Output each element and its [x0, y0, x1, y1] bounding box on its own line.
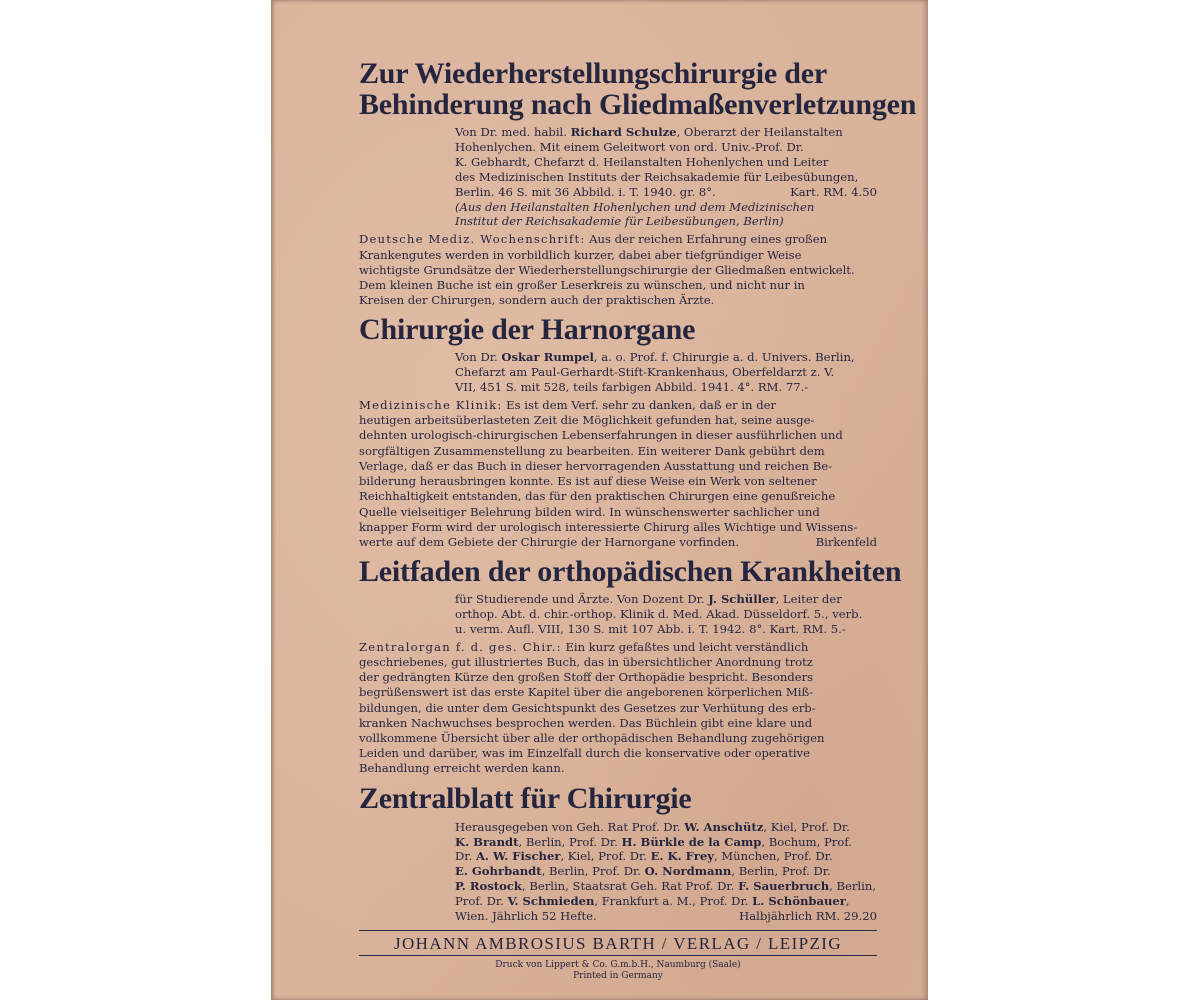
divider-bottom	[359, 955, 877, 956]
book-note: (Aus den Heilanstalten Hohenlychen und dem Medizinischen	[455, 199, 815, 214]
book-price: Halbjährlich RM. 29.20	[739, 909, 877, 924]
book-title: Leitfaden der orthopädischen Krankheiten	[359, 555, 902, 589]
book-details: Von Dr. Oskar Rumpel, a. o. Prof. f. Chirurgie a. d. Univers. Berlin, Chefarzt am Paul-Gerhardt-Stift-Krankenhaus, Oberfeldarzt z. V. VII, 451 S. mit 528, teils farbigen Abbild. 1941. 4°. RM. 77.-	[455, 350, 855, 395]
book-details: Von Dr. med. habil. Richard Schulze, Oberarzt der Heilanstalten Hohenlychen. Mit einem Geleitwort von ord. Univ.-Prof. Dr. K. Gebhardt, Chefarzt d. Heilanstalten Hohenlychen und Leiter des Medizinischen Instituts der Reichsakademie für Leibesübungen, Berlin. 46 S. mit 36 Abbild. i. T. 1940. gr. 8°. Kart. RM. 4.50 (Aus den Heilanstalten Hohenlychen und dem Medizinischen Institut der Reichsakademie für Leibesübungen, Berlin)	[455, 125, 877, 229]
book-entry-wiederherstellungschirurgie	[359, 57, 917, 308]
editor-name: W. Anschütz	[684, 819, 764, 834]
book-price: Kart. RM. 4.50	[790, 184, 877, 199]
author-name: Oskar Rumpel	[501, 350, 594, 365]
printer-note: Druck von Lippert & Co. G.m.b.H., Naumburg (Saale) Printed in Germany	[495, 960, 741, 981]
publisher-imprint: JOHANN AMBROSIUS BARTH / VERLAG / LEIPZIG	[393, 934, 843, 953]
book-review: Medizinische Klinik: Es ist dem Verf. sehr zu danken, daß er in der heutigen arbeitsüberlasteten Zeit die Möglichkeit gefunden hat, seine ausge- dehnten urologisch-chirurgischen Lebenserfahrungen in dieser ausführlichen und sorgfältigen Zusammenstellung zu bearbeiten. Ein weiterer Dank gebührt dem Verlage, daß er das Buch in dieser hervorragenden Ausstattung und reichen Be- bilderung herausbringen konnte. Es ist auf diese Weise ein Werk von seltener Reichhaltigkeit entstanden, das für den praktischen Chirurgen eine genußreiche Quelle vielseitiger Belehrung bilden wird. In wünschenswerter sachlicher und knapper Form wird der urologisch interessierte Chirurg alles Wichtige und Wissens- werte auf dem Gebiete der Chirurgie der Harnorgane vorfinden. Birkenfeld	[359, 398, 877, 549]
book-entry-zentralblatt	[359, 783, 877, 924]
author-name: J. Schüller	[708, 592, 776, 607]
book-details: Herausgegeben von Geh. Rat Prof. Dr. W. Anschütz, Kiel, Prof. Dr. K. Brandt, Berlin, Prof. Dr. H. Bürkle de la Camp, Bochum, Prof. Dr. A. W. Fischer, Kiel, Prof. Dr. E. K. Frey, München, Prof. Dr. E. Gohrbandt, Berlin, Prof. Dr. O. Nordmann, Berlin, Prof. Dr. P. Rostock, Berlin, Staatsrat Geh. Rat Prof. Dr. F. Sauerbruch, Berlin, Prof. Dr. V. Schmieden, Frankfurt a. M., Prof. Dr. L. Schönbauer, Wien. Jährlich 52 Hefte. Halbjährlich RM. 29.20	[455, 819, 877, 924]
book-entry-harnorgane	[359, 314, 877, 550]
book-title: Chirurgie der Harnorgane	[359, 313, 696, 347]
book-back-cover	[271, 0, 928, 1000]
book-details: für Studierende und Ärzte. Von Dozent Dr. J. Schüller, Leiter der orthop. Abt. d. chir.-orthop. Klinik d. Med. Akad. Düsseldorf. 5., verb. u. verm. Aufl. VIII, 130 S. mit 107 Abb. i. T. 1942. 8°. Kart. RM. 5.-	[455, 592, 863, 636]
book-entry-orthopaedie	[359, 555, 902, 777]
book-review: Zentralorgan f. d. ges. Chir.: Ein kurz gefaßtes und leicht verständlich geschriebenes, gut illustriertes Buch, das in übersichtlicher Anordnung trotz der gedrängten Kürze den großen Stoff der Orthopädie bespricht. Besonders begrüßenswert ist das erste Kapitel über die angeborenen körperlichen Miß- bildungen, die unter dem Gesichtspunkt des Gesetzes zur Verhütung des erb- kranken Nachwuchses besprochen werden. Das Büchlein gibt eine klare und vollkommene Übersicht über alle der orthopädischen Behandlung zugehörigen Leiden und darüber, was im Einzelfall durch die konservative oder operative Behandlung erreicht werden kann.	[359, 639, 825, 776]
reviewer-name: Birkenfeld	[815, 534, 877, 549]
review-source: Zentralorgan f. d. ges. Chir.:	[359, 639, 562, 654]
book-title: Zur Wiederherstellungschirurgie der Behinderung nach Gliedmaßenverletzungen	[359, 57, 917, 121]
review-source: Medizinische Klinik:	[359, 398, 503, 413]
author-name: Richard Schulze	[570, 125, 677, 139]
divider-top	[359, 930, 877, 931]
advert-page	[359, 57, 917, 982]
review-source: Deutsche Mediz. Wochenschrift:	[359, 232, 586, 247]
book-title: Zentralblatt für Chirurgie	[359, 781, 692, 815]
book-review: Deutsche Mediz. Wochenschrift: Aus der reichen Erfahrung eines großen Krankengutes werden in vorbildlich kurzer, dabei aber tiefgründiger Weise wichtigste Grundsätze der Wiederherstellungschirurgie der Gliedmaßen entwickelt. Dem kleinen Buche ist ein großer Leserkreis zu wünschen, und nicht nur in Kreisen der Chirurgen, sondern auch der praktischen Ärzte.	[359, 232, 855, 308]
